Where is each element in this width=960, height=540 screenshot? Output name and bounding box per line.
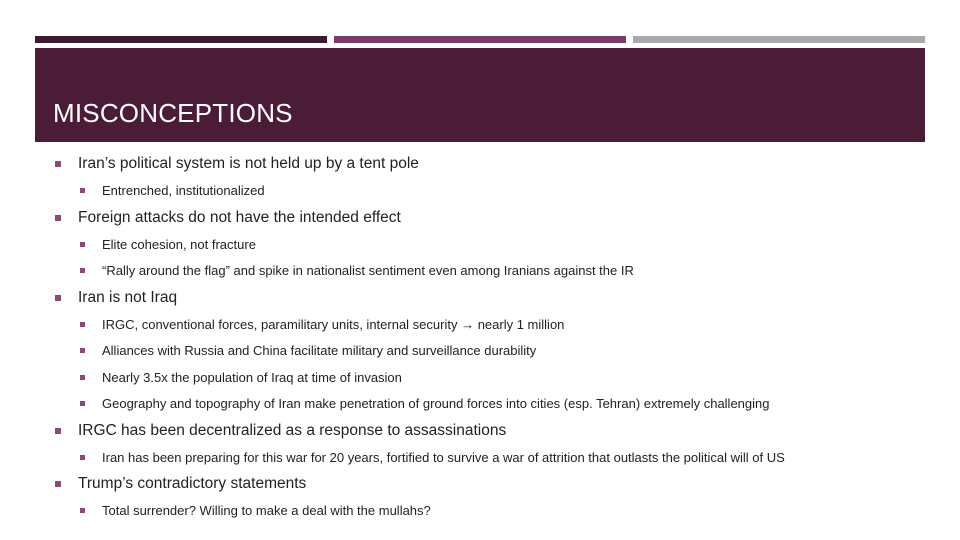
sub-bullet-item — [55, 179, 935, 206]
sub-bullet-item — [55, 233, 935, 260]
sub-bullet-item — [55, 339, 935, 366]
square-bullet-icon — [55, 215, 61, 221]
accent-bar-plum — [334, 36, 626, 43]
sub-bullet-text: Iran has been preparing for this war for 20 years, fortified to survive a war of attrition that outlasts the political will of US — [102, 449, 785, 465]
bullet-item — [55, 419, 935, 446]
bullet-text: Foreign attacks do not have the intended effect — [78, 208, 401, 226]
bullet-text: Iran’s political system is not held up by a tent pole — [78, 155, 419, 172]
square-bullet-icon — [80, 348, 85, 353]
square-bullet-icon — [80, 508, 85, 513]
sub-bullet-item — [55, 392, 935, 419]
accent-bar-gray — [633, 36, 925, 43]
square-bullet-icon — [80, 242, 85, 247]
square-bullet-icon — [80, 375, 85, 380]
bullet-text: IRGC has been decentralized as a response to assassinations — [78, 421, 507, 439]
bullet-text: Iran is not Iraq — [78, 288, 178, 306]
bullet-item — [55, 472, 935, 499]
square-bullet-icon — [80, 188, 85, 193]
sub-bullet-item — [55, 313, 935, 340]
slide-title: MISCONCEPTIONS — [53, 98, 293, 128]
sub-bullet-item — [55, 499, 935, 526]
square-bullet-icon — [55, 428, 61, 434]
title-band — [35, 48, 925, 142]
sub-bullet-text: Geography and topography of Iran make penetration of ground forces into cities (esp. Tehran) extremely challenging — [102, 396, 770, 411]
sub-bullet-text: Alliances with Russia and China facilitate military and surveillance durability — [102, 343, 537, 358]
square-bullet-icon — [80, 455, 85, 460]
square-bullet-icon — [55, 295, 61, 301]
sub-bullet-item — [55, 446, 935, 473]
bullet-item — [55, 206, 935, 233]
sub-bullet-text: Nearly 3.5x the population of Iraq at time of invasion — [102, 369, 402, 385]
square-bullet-icon — [55, 161, 61, 167]
square-bullet-icon — [80, 401, 85, 406]
sub-bullet-text: IRGC, conventional forces, paramilitary units, internal security → nearly 1 million — [102, 316, 565, 332]
sub-bullet-item — [55, 259, 935, 286]
bullet-item — [55, 286, 935, 313]
sub-bullet-text: Elite cohesion, not fracture — [102, 236, 256, 252]
square-bullet-icon — [55, 481, 61, 487]
sub-bullet-text: “Rally around the flag” and spike in nationalist sentiment even among Iranians against the IR — [102, 263, 634, 278]
sub-bullet-text: Entrenched, institutionalized — [102, 183, 265, 198]
sub-bullet-item — [55, 366, 935, 393]
bullet-item — [55, 152, 935, 179]
sub-bullet-text: Total surrender? Willing to make a deal with the mullahs? — [102, 503, 431, 518]
square-bullet-icon — [80, 322, 85, 327]
bullet-list — [55, 152, 935, 526]
bullet-text: Trump’s contradictory statements — [78, 475, 307, 492]
accent-bar-dark — [35, 36, 327, 43]
square-bullet-icon — [80, 268, 85, 273]
